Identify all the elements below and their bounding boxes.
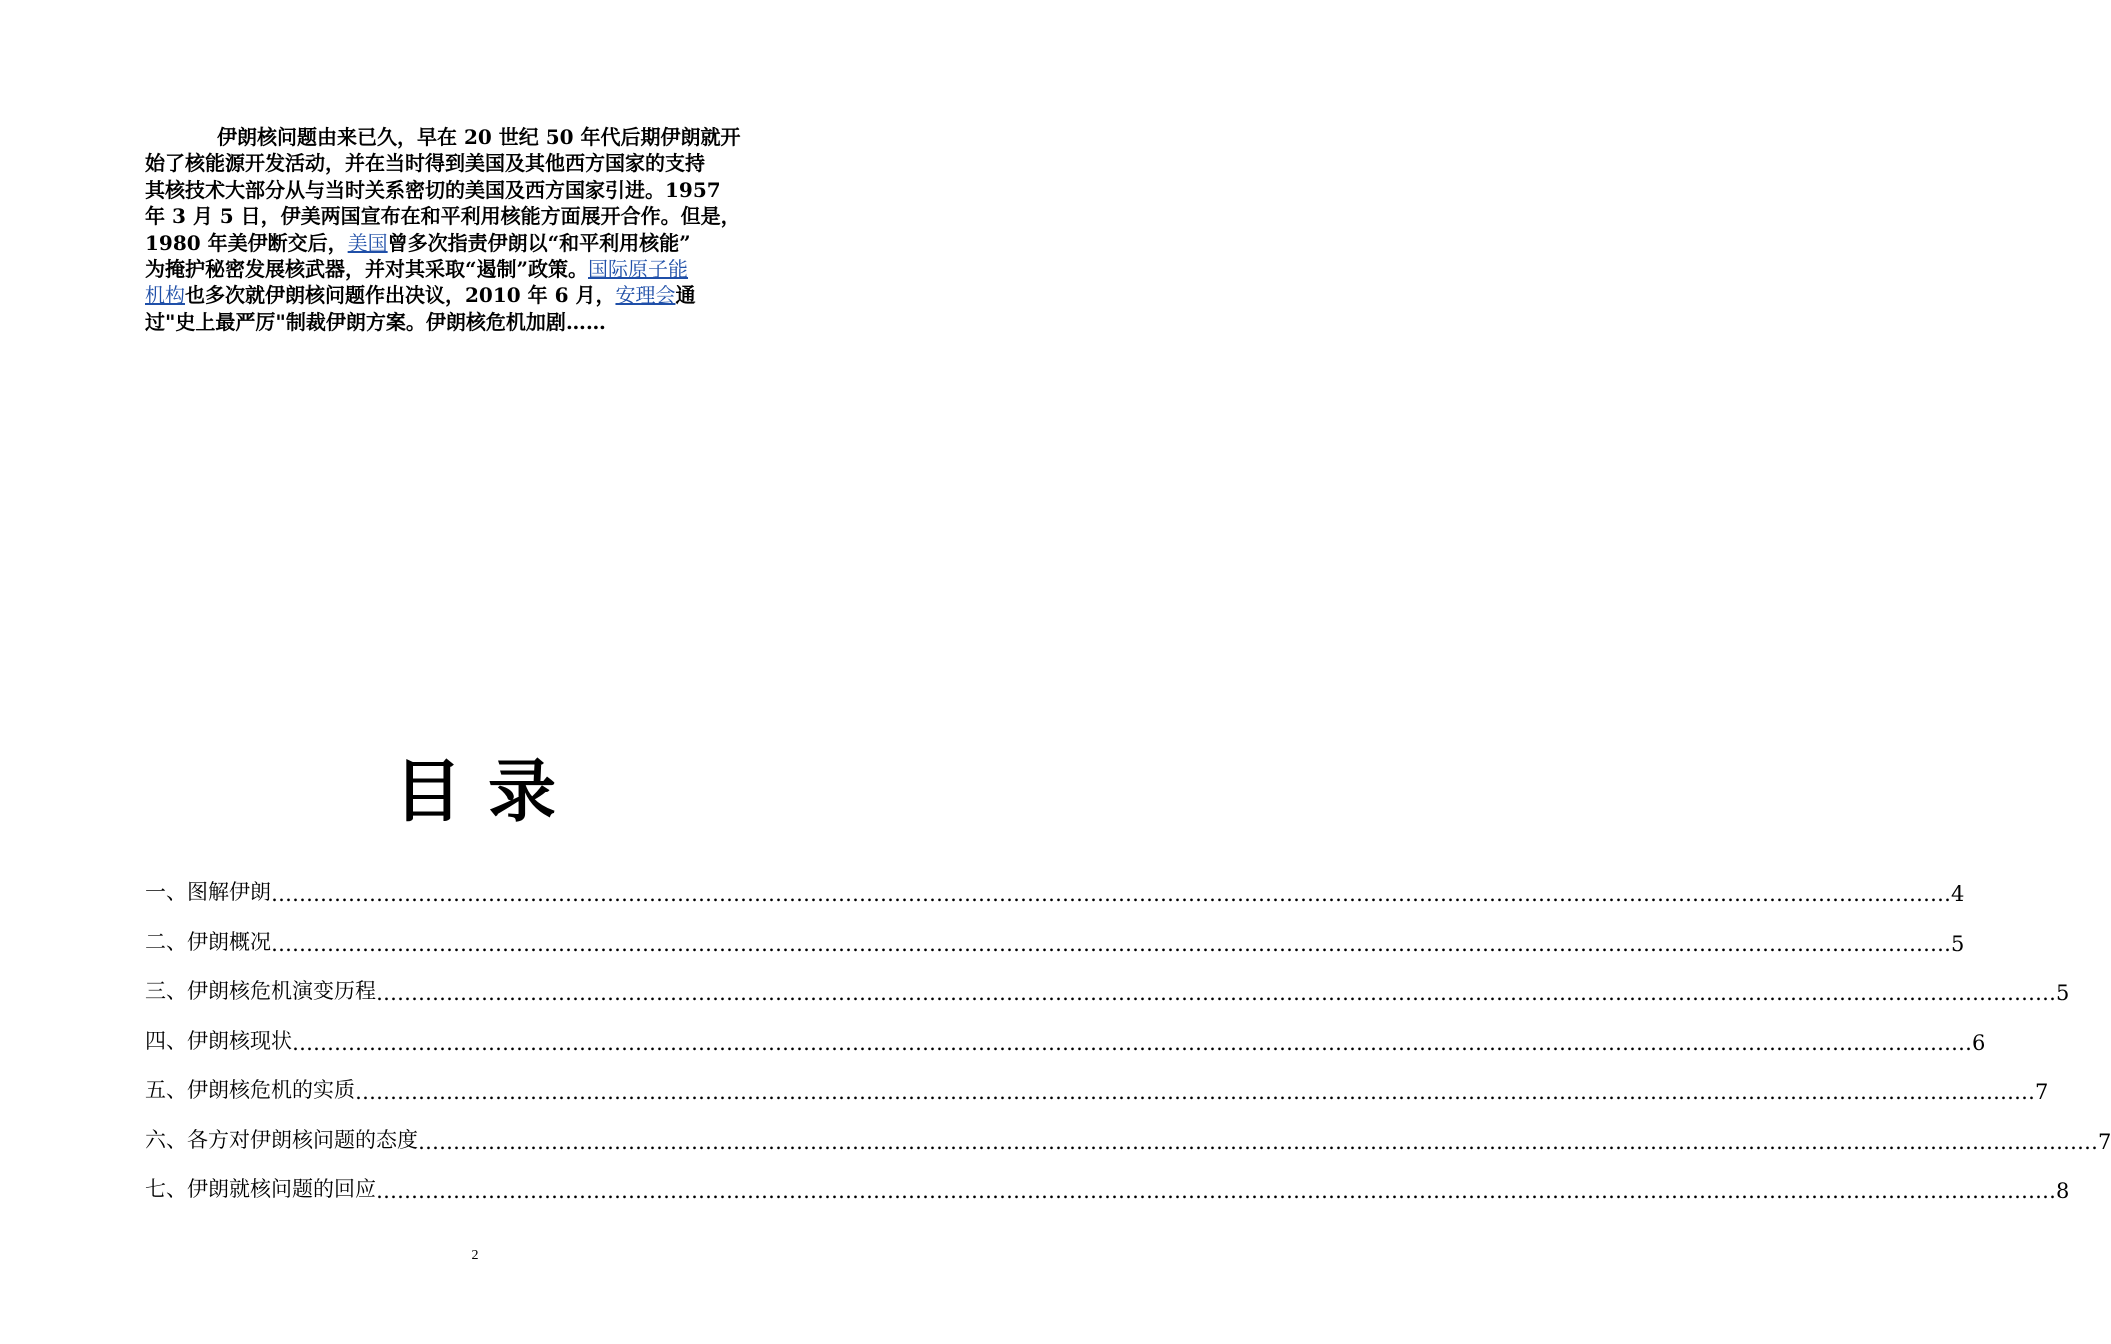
intro-text: 曾多次指责伊朗以“和平利用核能” (387, 230, 691, 255)
intro-text: 1980 年美伊断交后， (145, 230, 348, 255)
toc-entry[interactable] (145, 926, 1965, 956)
intro-line (145, 230, 810, 256)
toc-entry-page: 7 (2098, 1129, 2111, 1154)
intro-line (145, 203, 810, 229)
toc-entry-label: 一、图解伊朗 (145, 880, 271, 904)
toc-entry-label: 三、伊朗核危机演变历程 (145, 979, 376, 1003)
toc-leader-dots: …………………………………………………………………………………………………………………………………………………………………………………………………………………… (418, 1129, 2098, 1154)
toc-leader-dots: …………………………………………………………………………………………………………………………………………………………………………………………………………………… (376, 1179, 2056, 1203)
toc-title: 目录 (393, 753, 582, 832)
intro-text: 始了核能源开发活动，并在当时得到美国及其他西方国家的支持 (145, 151, 705, 176)
toc-entry-page: 5 (2056, 981, 2070, 1005)
toc-entry-label: 二、伊朗概况 (145, 929, 271, 954)
link-security-council[interactable]: 安理会 (615, 283, 676, 308)
toc-entry[interactable] (145, 1074, 2049, 1104)
intro-line (145, 124, 810, 150)
intro-text: 过"史上最严厉"制裁伊朗方案。伊朗核危机加剧…… (145, 309, 606, 334)
toc-entry-page: 6 (1972, 1030, 1986, 1055)
page-number: 2 (471, 1248, 479, 1263)
toc-entry-label: 七、伊朗就核问题的回应 (145, 1177, 376, 1201)
intro-line (145, 282, 810, 308)
toc-entry-page: 7 (2035, 1080, 2049, 1104)
toc-leader-dots: …………………………………………………………………………………………………………………………………………………………………………………………………………………… (271, 882, 1951, 906)
intro-line (145, 150, 810, 176)
intro-text: 伊朗核问题由来已久，早在 20 世纪 50 年代后期伊朗就开 (217, 125, 741, 149)
link-usa[interactable]: 美国 (347, 230, 388, 255)
toc-entry-page: 4 (1951, 882, 1965, 906)
toc-entry[interactable] (145, 1025, 1986, 1055)
toc-entry-page: 8 (2056, 1179, 2070, 1203)
toc-entry[interactable] (145, 975, 2070, 1005)
link-iaea[interactable]: 国际原子能 (588, 256, 689, 281)
intro-line (145, 177, 810, 203)
toc-entry[interactable] (145, 1124, 2111, 1154)
link-iaea-cont[interactable]: 机构 (145, 283, 185, 308)
toc-entry[interactable] (145, 876, 1965, 906)
toc-leader-dots: …………………………………………………………………………………………………………………………………………………………………………………………………………………… (376, 981, 2056, 1005)
intro-text: 通 (675, 283, 696, 308)
intro-line (145, 256, 810, 282)
intro-text: 也多次就伊朗核问题作出决议，2010 年 6 月， (185, 283, 616, 308)
toc-entry-page: 5 (1951, 931, 1965, 956)
intro-text: 其核技术大部分从与当时关系密切的美国及西方国家引进。1957 (145, 177, 721, 202)
intro-paragraph (145, 124, 810, 335)
toc-leader-dots: …………………………………………………………………………………………………………………………………………………………………………………………………………………… (271, 931, 1951, 956)
intro-text: 为掩护秘密发展核武器，并对其采取“遏制”政策。 (145, 256, 589, 281)
toc-entry[interactable] (145, 1173, 2070, 1203)
toc-leader-dots: …………………………………………………………………………………………………………………………………………………………………………………………………………………… (355, 1080, 2035, 1104)
toc-entry-label: 五、伊朗核危机的实质 (145, 1078, 355, 1102)
toc-entry-label: 六、各方对伊朗核问题的态度 (145, 1127, 418, 1152)
intro-line (145, 309, 810, 335)
toc-entry-label: 四、伊朗核现状 (145, 1028, 292, 1053)
intro-text: 年 3 月 5 日，伊美两国宣布在和平利用核能方面展开合作。但是， (145, 204, 741, 229)
toc-leader-dots: …………………………………………………………………………………………………………………………………………………………………………………………………………………… (292, 1030, 1972, 1055)
